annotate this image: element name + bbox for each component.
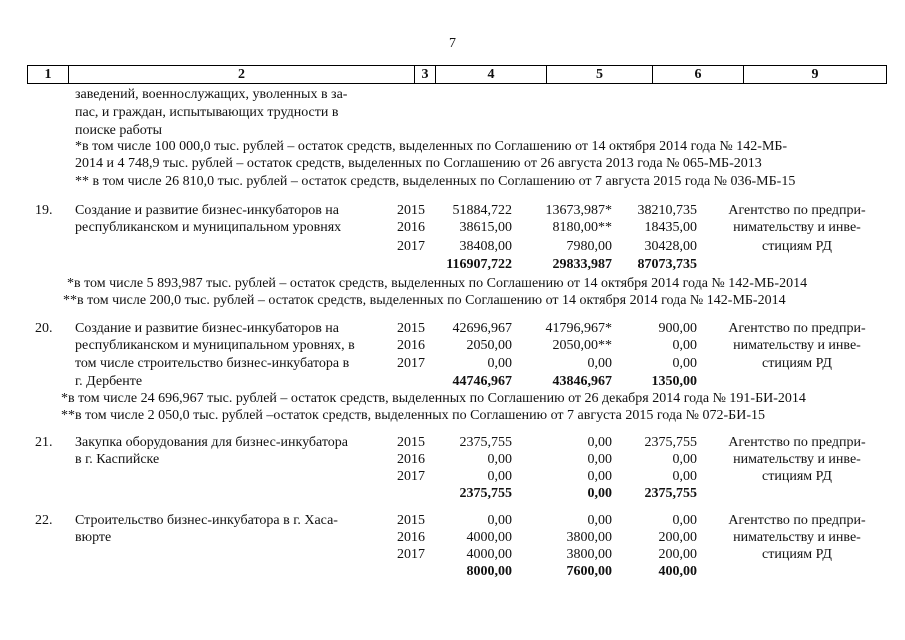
row-name-line: Строительство бизнес-инкубатора в г. Хаса-: [75, 513, 338, 528]
row-name-line: республиканском и муниципальном уровнях, в: [75, 338, 355, 353]
value-cell: 0,00: [587, 469, 612, 484]
value-cell: 0,00: [487, 469, 512, 484]
agency-line: стициям РД: [762, 547, 832, 562]
column-header: 4: [436, 66, 547, 84]
value-cell: 2375,755: [459, 435, 512, 450]
value-cell: 30428,00: [644, 239, 697, 254]
total-cell: 29833,987: [552, 257, 612, 272]
value-cell: 4000,00: [466, 547, 512, 562]
row-number: 20.: [35, 321, 53, 336]
year-cell: 2017: [397, 469, 425, 484]
value-cell: 4000,00: [466, 530, 512, 545]
agency-line: стициям РД: [762, 239, 832, 254]
row-number: 19.: [35, 203, 53, 218]
agency-line: стициям РД: [762, 469, 832, 484]
row-name-line: республиканском и муниципальном уровнях: [75, 220, 342, 235]
agency-line: Агентство по предпри-: [728, 203, 866, 218]
value-cell: 38210,735: [637, 203, 697, 218]
continuation-line: пас, и граждан, испытывающих трудности в: [75, 105, 339, 120]
agency-line: нимательству и инве-: [733, 338, 861, 353]
row-number: 21.: [35, 435, 53, 450]
total-cell: 2375,755: [459, 486, 512, 501]
row-number: 22.: [35, 513, 53, 528]
total-cell: 0,00: [587, 486, 612, 501]
value-cell: 3800,00: [566, 530, 612, 545]
footnote: *в том числе 24 696,967 тыс. рублей – остаток средств, выделенных по Соглашению от 26 декабря 2014 года № 191-БИ-2014: [61, 391, 806, 406]
agency-line: стициям РД: [762, 356, 832, 371]
total-cell: 44746,967: [452, 374, 512, 389]
value-cell: 900,00: [658, 321, 697, 336]
year-cell: 2016: [397, 452, 425, 467]
page-number: 7: [449, 36, 456, 51]
value-cell: 41796,967*: [545, 321, 612, 336]
year-cell: 2016: [397, 530, 425, 545]
year-cell: 2017: [397, 547, 425, 562]
total-cell: 8000,00: [466, 564, 512, 579]
footnote: **в том числе 200,0 тыс. рублей – остаток средств, выделенных по Соглашению от 14 октября 2014 года № 142-МБ-2014: [63, 293, 786, 308]
continuation-line: заведений, военнослужащих, уволенных в за-: [75, 87, 348, 102]
value-cell: 0,00: [487, 356, 512, 371]
year-cell: 2015: [397, 203, 425, 218]
year-cell: 2016: [397, 338, 425, 353]
value-cell: 0,00: [587, 356, 612, 371]
total-cell: 400,00: [658, 564, 697, 579]
agency-line: Агентство по предпри-: [728, 513, 866, 528]
value-cell: 3800,00: [566, 547, 612, 562]
value-cell: 18435,00: [644, 220, 697, 235]
value-cell: 38615,00: [459, 220, 512, 235]
column-header-row: [27, 65, 887, 84]
total-cell: 7600,00: [566, 564, 612, 579]
value-cell: 0,00: [487, 452, 512, 467]
row-name-line: Создание и развитие бизнес-инкубаторов на: [75, 321, 340, 336]
value-cell: 0,00: [487, 513, 512, 528]
value-cell: 2050,00: [466, 338, 512, 353]
value-cell: 13673,987*: [545, 203, 612, 218]
year-cell: 2015: [397, 435, 425, 450]
value-cell: 0,00: [672, 452, 697, 467]
value-cell: 0,00: [672, 338, 697, 353]
value-cell: 8180,00**: [552, 220, 612, 235]
row-name-line: Создание и развитие бизнес-инкубаторов на: [75, 203, 340, 218]
column-header: 1: [28, 66, 69, 84]
value-cell: 51884,722: [452, 203, 512, 218]
value-cell: 200,00: [658, 547, 697, 562]
value-cell: 2375,755: [644, 435, 697, 450]
year-cell: 2016: [397, 220, 425, 235]
agency-line: нимательству и инве-: [733, 530, 861, 545]
value-cell: 38408,00: [459, 239, 512, 254]
footnote: *в том числе 5 893,987 тыс. рублей – остаток средств, выделенных по Соглашению от 14 октября 2014 года № 142-МБ-2014: [67, 276, 808, 291]
year-cell: 2015: [397, 321, 425, 336]
total-cell: 116907,722: [446, 257, 512, 272]
total-cell: 87073,735: [637, 257, 697, 272]
column-header: 2: [69, 66, 415, 84]
row-name-line: том числе строительство бизнес-инкубатора в: [75, 356, 350, 371]
footnote: ** в том числе 26 810,0 тыс. рублей – остаток средств, выделенных по Соглашению от 7 августа 2015 года № 036-МБ-15: [75, 174, 796, 189]
row-name-line: вюрте: [75, 530, 112, 545]
value-cell: 0,00: [672, 356, 697, 371]
column-header: 9: [744, 66, 887, 84]
value-cell: 0,00: [587, 452, 612, 467]
agency-line: нимательству и инве-: [733, 220, 861, 235]
agency-line: Агентство по предпри-: [728, 435, 866, 450]
column-header: 6: [653, 66, 744, 84]
footnote: *в том числе 100 000,0 тыс. рублей – остаток средств, выделенных по Соглашению от 14 октября 2014 года № 142-МБ-: [75, 139, 788, 154]
row-name-line: Закупка оборудования для бизнес-инкубатора: [75, 435, 349, 450]
year-cell: 2017: [397, 356, 425, 371]
value-cell: 200,00: [658, 530, 697, 545]
value-cell: 0,00: [587, 513, 612, 528]
value-cell: 42696,967: [452, 321, 512, 336]
agency-line: нимательству и инве-: [733, 452, 861, 467]
column-header: 3: [415, 66, 436, 84]
footnote: 2014 и 4 748,9 тыс. рублей – остаток средств, выделенных по Соглашению от 26 августа 2013 года № 065-МБ-2013: [75, 156, 762, 171]
year-cell: 2017: [397, 239, 425, 254]
agency-line: Агентство по предпри-: [728, 321, 866, 336]
continuation-line: поиске работы: [75, 123, 163, 138]
column-header: 5: [547, 66, 653, 84]
total-cell: 2375,755: [644, 486, 697, 501]
total-cell: 43846,967: [552, 374, 612, 389]
value-cell: 0,00: [672, 469, 697, 484]
value-cell: 0,00: [587, 435, 612, 450]
total-cell: 1350,00: [651, 374, 697, 389]
row-name-line: г. Дербенте: [75, 374, 143, 389]
value-cell: 0,00: [672, 513, 697, 528]
footnote: **в том числе 2 050,0 тыс. рублей –остаток средств, выделенных по Соглашению от 7 августа 2015 года № 072-БИ-15: [61, 408, 765, 423]
row-name-line: в г. Каспийске: [75, 452, 160, 467]
year-cell: 2015: [397, 513, 425, 528]
value-cell: 2050,00**: [552, 338, 612, 353]
value-cell: 7980,00: [566, 239, 612, 254]
